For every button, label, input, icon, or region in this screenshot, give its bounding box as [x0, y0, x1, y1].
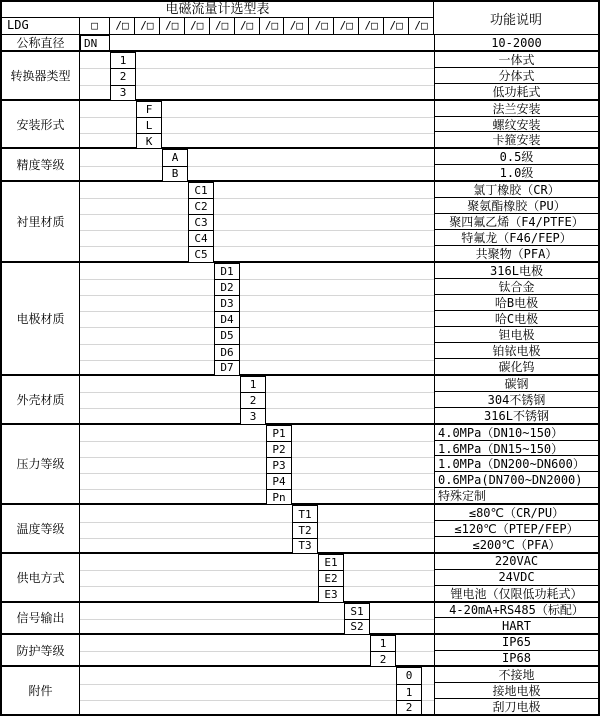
function-cell: 钛合金: [435, 279, 598, 295]
group-code-area: [80, 554, 434, 601]
function-cell: IP65: [435, 635, 598, 651]
group-name: 压力等级: [2, 425, 80, 504]
row-divider: [80, 619, 434, 620]
model-digit-box: /□: [185, 18, 210, 34]
code-cell: 1: [110, 52, 136, 69]
row-divider: [80, 214, 434, 215]
function-cell: IP68: [502, 650, 531, 665]
function-cell: 1.0级: [499, 165, 534, 180]
function-cell: 220VAC: [435, 554, 598, 570]
function-cell: 哈B电极: [435, 295, 598, 311]
group-code-area: [80, 603, 434, 633]
group-code-area: [80, 52, 434, 99]
row-divider: [80, 473, 434, 474]
code-cell: E3: [318, 586, 344, 602]
function-cell: 4-20mA+RS485（标配）: [435, 603, 598, 619]
function-cell: 特殊定制: [438, 489, 487, 504]
function-cell: 哈C电极: [435, 311, 598, 327]
group-code-area: [80, 35, 434, 50]
code-cell: T2: [292, 522, 318, 539]
function-cell: 螺纹安装: [435, 117, 598, 133]
function-cell: 4.0MPa（DN10~150）: [435, 425, 598, 441]
function-cell: 卡箍安装: [492, 133, 541, 148]
table-header: [2, 2, 598, 34]
code-cell: P2: [266, 441, 292, 458]
group-accuracy: [2, 147, 598, 179]
row-divider: [80, 700, 434, 701]
function-cell: 聚四氟乙烯（F4/PTFE）: [435, 214, 598, 230]
code-cell: E1: [318, 554, 344, 571]
group-signal: [2, 601, 598, 633]
function-cell: ≤120℃（PTEP/FEP）: [435, 521, 598, 537]
group-code-area: [80, 149, 434, 179]
code-cell: E2: [318, 570, 344, 587]
model-digit-box: /□: [260, 18, 285, 34]
function-cell: 刮刀电极: [492, 699, 541, 714]
code-cell: DN: [80, 35, 110, 51]
row-divider: [80, 230, 434, 231]
code-cell: P4: [266, 473, 292, 490]
group-code-area: [80, 376, 434, 423]
function-cell: 0.6MPa(DN700~DN2000): [435, 472, 598, 488]
code-cell: 2: [396, 700, 422, 716]
group-code-area: [80, 505, 434, 552]
function-cell: 钽电极: [435, 327, 598, 343]
code-cell: D6: [214, 344, 240, 361]
code-cell: C1: [188, 182, 214, 199]
group-name: 外壳材质: [2, 376, 80, 423]
function-cell: HART: [502, 618, 531, 633]
function-descriptions: [434, 667, 598, 714]
function-cell: 锂电池（仅限低功耗式）: [450, 586, 583, 601]
row-divider: [80, 360, 434, 361]
code-cell: 1: [370, 635, 396, 652]
page-title: 电磁流量计选型表: [2, 2, 434, 18]
row-divider: [80, 311, 434, 312]
row-divider: [80, 489, 434, 490]
row-divider: [80, 570, 434, 571]
group-code-area: [80, 425, 434, 504]
function-descriptions: [434, 263, 598, 374]
row-divider: [80, 133, 434, 134]
function-cell: 碳化钨: [498, 359, 535, 374]
function-descriptions: [434, 376, 598, 423]
function-cell: 聚氨酯橡胶（PU）: [435, 198, 598, 214]
group-power: [2, 552, 598, 601]
code-cell: 0: [396, 667, 422, 684]
group-name: 精度等级: [2, 149, 80, 179]
model-digit-box: /□: [284, 18, 309, 34]
function-descriptions: [434, 603, 598, 633]
row-divider: [80, 295, 434, 296]
function-descriptions: [434, 52, 598, 99]
row-divider: [80, 117, 434, 118]
code-cell: 1: [396, 684, 422, 701]
row-divider: [80, 246, 434, 247]
code-cell: S2: [344, 619, 370, 635]
function-descriptions: [434, 635, 598, 665]
function-cell: 共聚物（PFA）: [475, 246, 558, 261]
code-cell: 3: [240, 408, 266, 424]
group-converter: [2, 50, 598, 99]
function-descriptions: [434, 554, 598, 601]
model-digit-boxes: [110, 18, 434, 34]
model-digit-box: /□: [160, 18, 185, 34]
group-lining: [2, 180, 598, 261]
code-cell: Pn: [266, 489, 292, 505]
group-code-area: [80, 635, 434, 665]
row-divider: [80, 538, 434, 539]
group-diameter: [2, 34, 598, 50]
function-cell: 碳钢: [435, 376, 598, 392]
model-digit-box: /□: [210, 18, 235, 34]
model-digit-box: /□: [359, 18, 384, 34]
model-digit-box: /□: [309, 18, 334, 34]
table-body: [2, 34, 598, 714]
model-digit-box: /□: [384, 18, 409, 34]
code-cell: D4: [214, 311, 240, 328]
code-cell: T1: [292, 505, 318, 522]
model-digit-box: /□: [235, 18, 260, 34]
function-cell: 1.0MPa（DN200~DN600）: [435, 456, 598, 472]
code-cell: D3: [214, 295, 240, 312]
function-descriptions: [434, 101, 598, 148]
function-cell: 法兰安装: [435, 101, 598, 117]
function-cell: 接地电极: [435, 683, 598, 699]
group-name: 衬里材质: [2, 182, 80, 261]
model-digit-box: /□: [334, 18, 359, 34]
code-cell: D5: [214, 327, 240, 344]
function-descriptions: [434, 425, 598, 504]
group-name: 温度等级: [2, 505, 80, 552]
model-digit-box: /□: [135, 18, 160, 34]
function-descriptions: [434, 182, 598, 261]
function-cell: 0.5级: [435, 149, 598, 165]
function-cell: 316L电极: [435, 263, 598, 279]
code-cell: 2: [110, 68, 136, 85]
code-cell: P1: [266, 425, 292, 442]
function-cell: 分体式: [435, 68, 598, 84]
row-divider: [80, 327, 434, 328]
code-cell: A: [162, 149, 188, 166]
group-housing: [2, 374, 598, 423]
row-divider: [80, 198, 434, 199]
group-pressure: [2, 423, 598, 504]
code-cell: S1: [344, 603, 370, 620]
code-cell: C3: [188, 214, 214, 231]
model-prefix: LDG: [2, 18, 80, 34]
code-cell: 1: [240, 376, 266, 393]
group-name: 防护等级: [2, 635, 80, 665]
group-accessories: [2, 665, 598, 714]
function-descriptions: [434, 149, 598, 179]
code-cell: D1: [214, 263, 240, 280]
function-descriptions: [434, 35, 598, 50]
function-cell: 24VDC: [435, 570, 598, 586]
code-cell: T3: [292, 538, 318, 554]
code-cell: C4: [188, 230, 214, 247]
function-cell: ≤80℃（CR/PU）: [435, 505, 598, 521]
function-column-header: 功能说明: [489, 12, 542, 28]
group-protection: [2, 633, 598, 665]
row-divider: [80, 457, 434, 458]
code-cell: P3: [266, 457, 292, 474]
row-divider: [80, 279, 434, 280]
group-code-area: [80, 263, 434, 374]
group-name: 电极材质: [2, 263, 80, 374]
model-digit-box: /□: [110, 18, 135, 34]
code-cell: 3: [110, 85, 136, 101]
group-name: 转换器类型: [2, 52, 80, 99]
code-cell: B: [162, 166, 188, 182]
group-code-area: [80, 101, 434, 148]
row-divider: [80, 684, 434, 685]
function-cell: ≤200℃（PFA）: [472, 538, 561, 553]
code-cell: F: [136, 101, 162, 118]
function-cell: 316L不锈钢: [484, 408, 549, 423]
group-installation: [2, 99, 598, 148]
function-cell: 1.6MPa（DN15~150）: [435, 441, 598, 457]
function-descriptions: [434, 505, 598, 552]
group-name: 信号输出: [2, 603, 80, 633]
function-cell: 10-2000: [491, 35, 542, 50]
group-name: 供电方式: [2, 554, 80, 601]
row-divider: [80, 166, 434, 167]
model-base-box: □: [80, 18, 110, 34]
function-cell: 不接地: [435, 667, 598, 683]
code-cell: C2: [188, 198, 214, 215]
group-name: 附件: [2, 667, 80, 714]
code-cell: 2: [370, 651, 396, 667]
code-cell: K: [136, 133, 162, 149]
row-divider: [80, 344, 434, 345]
code-cell: D7: [214, 360, 240, 376]
row-divider: [80, 441, 434, 442]
model-digit-box: /□: [414, 19, 428, 32]
function-cell: 低功耗式: [492, 84, 541, 99]
code-cell: L: [136, 117, 162, 134]
row-divider: [80, 586, 434, 587]
function-cell: 铂铱电极: [435, 343, 598, 359]
row-divider: [80, 522, 434, 523]
group-name: 安装形式: [2, 101, 80, 148]
group-electrode: [2, 261, 598, 374]
code-cell: 2: [240, 392, 266, 409]
group-temperature: [2, 503, 598, 552]
group-code-area: [80, 182, 434, 261]
function-cell: 304不锈钢: [435, 392, 598, 408]
group-code-area: [80, 667, 434, 714]
function-cell: 特氟龙（F46/FEP）: [435, 230, 598, 246]
group-name: 公称直径: [2, 35, 80, 50]
function-cell: 一体式: [435, 52, 598, 68]
function-cell: 氯丁橡胶（CR）: [435, 182, 598, 198]
model-code-row: [2, 18, 434, 34]
code-cell: C5: [188, 246, 214, 262]
code-cell: D2: [214, 279, 240, 296]
